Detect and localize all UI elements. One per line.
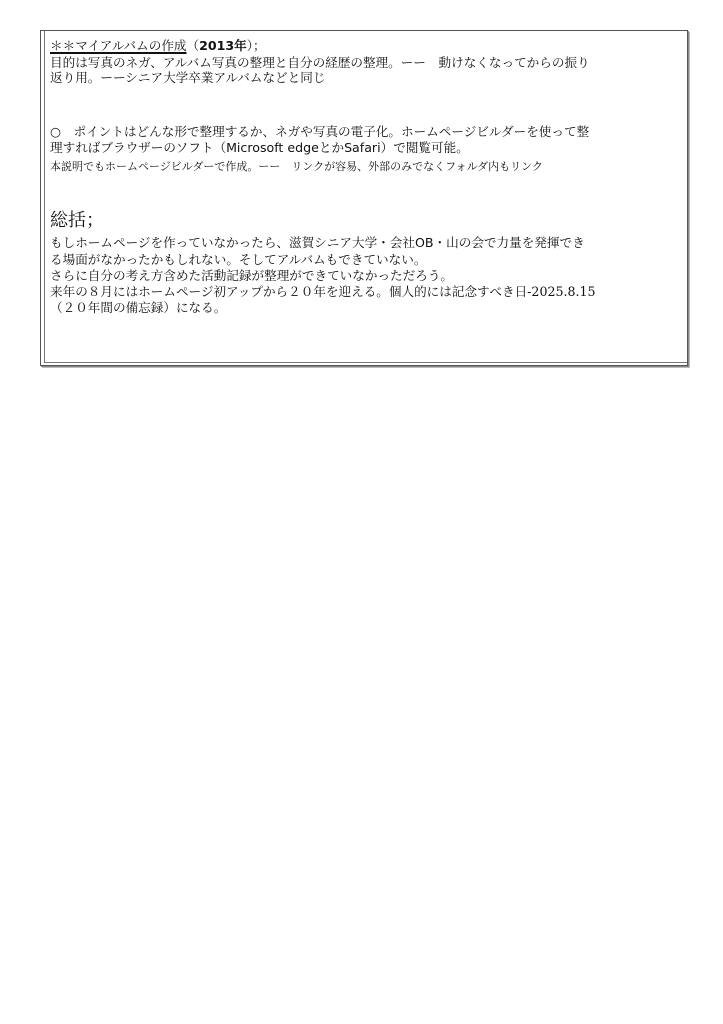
builder-note: 本説明でもホームページビルダーで作成。ーー リンクが容易、外部のみでなくフォルダ内もリンク [50, 160, 543, 173]
content-box [40, 30, 688, 366]
section-heading-main: ＊＊マイアルバムの作成 [50, 38, 187, 53]
section-heading-year: 2013年 [199, 38, 247, 53]
point-line-2-part-e: ）で閲覧可能。 [380, 140, 469, 155]
summary-title: 総括； [50, 210, 104, 231]
content-box-inner [44, 31, 687, 363]
section-heading [50, 38, 266, 53]
point-line-2-part-c: とか [318, 140, 345, 155]
point-line-2-part-a: 理すればブラウザーのソフト（ [50, 140, 227, 155]
summary-line-1 [50, 235, 585, 250]
browser-safari: Safari [344, 140, 381, 155]
summary-line-3: さらに自分の考え方含めた活動記録が整理ができていなかっただろう。 [50, 268, 453, 283]
purpose-line-1: 目的は写真のネガ、アルバム写真の整理と自分の経歴の整理。ーー 動けなくなってからの振り [50, 55, 590, 70]
summary-line-5: （２０年間の備忘録）になる。 [50, 300, 227, 315]
section-heading-close: ）； [246, 38, 266, 53]
browser-edge: Microsoft edge [226, 140, 319, 155]
point-line-1: ○ ポイントはどんな形で整理するか、ネガや写真の電子化。ホームページビルダーを使って整 [50, 124, 590, 139]
section-heading-open: （ [186, 38, 200, 53]
point-line-2 [50, 140, 469, 155]
purpose-line-2: 返り用。ーーシニア大学卒業アルバムなどと同じ [50, 70, 326, 85]
summary-line-2: る場面がなかったかもしれない。そしてアルバムもできていない。 [50, 252, 427, 267]
summary-line-1-part-c: ・山の会で力量を発揮でき [433, 235, 585, 250]
summary-line-1-ob: OB [414, 235, 434, 250]
summary-line-4: 来年の８月にはホームページ初アップから２０年を迎える。個人的には記念すべき日-2025.8.15 [50, 284, 596, 299]
summary-line-1-part-a: もしホームページを作っていなかったら、滋賀シニア大学・会社 [50, 235, 415, 250]
